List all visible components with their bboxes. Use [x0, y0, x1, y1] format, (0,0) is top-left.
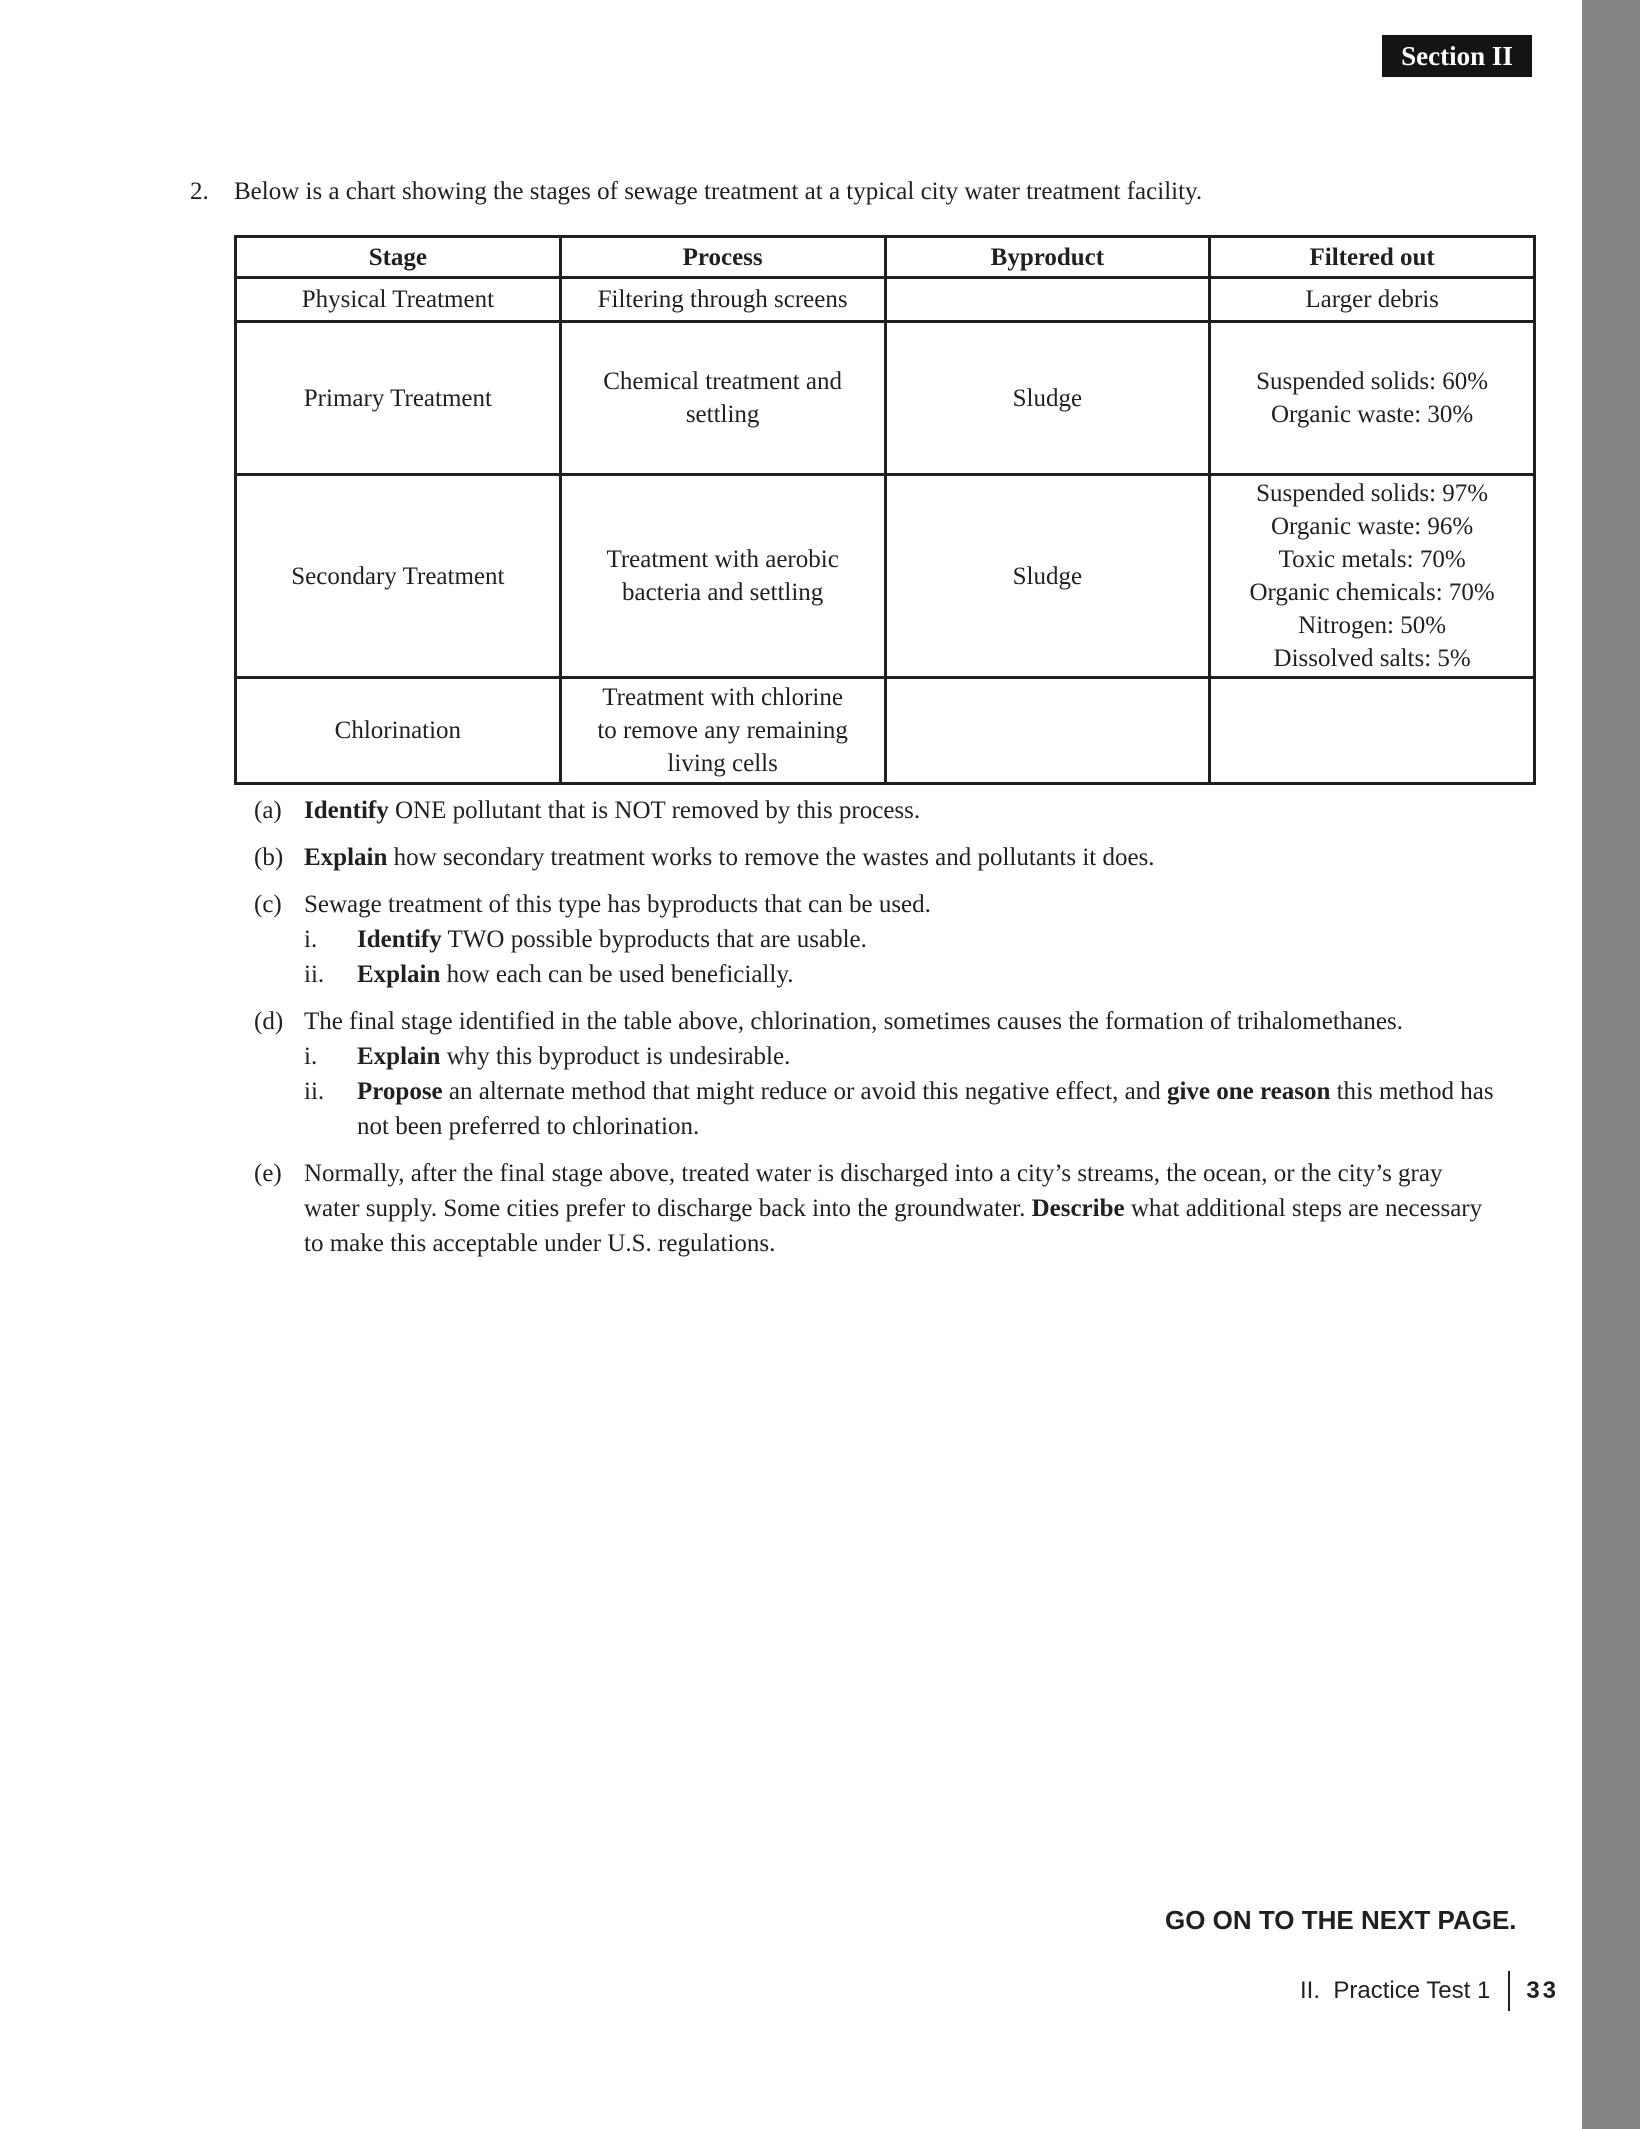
table-row — [236, 322, 1535, 475]
cell-line: Chemical treatment and — [603, 368, 843, 395]
header-byproduct: Byproduct — [885, 237, 1210, 278]
question-text: Below is a chart showing the stages of sewage treatment at a typical city water treatment facility. — [234, 178, 1203, 205]
subpart-label: ii. — [304, 961, 325, 988]
task-phrase: give one reason — [1166, 1078, 1331, 1105]
cell-line: Organic waste: 96% — [1270, 513, 1474, 540]
cell-line: settling — [685, 401, 760, 428]
page-edge-strip — [1582, 0, 1640, 2129]
subpart-d-ii — [304, 1074, 1554, 1144]
part-text: how secondary treatment works to remove the wastes and pollutants it does. — [387, 844, 1155, 871]
go-on-notice: GO ON TO THE NEXT PAGE. — [1165, 1905, 1517, 1935]
sewage-treatment-table — [234, 235, 1536, 785]
cell-byproduct: Sludge — [885, 475, 1210, 678]
cell-process — [560, 278, 885, 322]
part-label: (a) — [254, 797, 282, 824]
cell-stage: Physical Treatment — [236, 278, 561, 322]
subpart-c-i — [304, 922, 1554, 957]
cell-line: Larger debris — [1305, 286, 1439, 313]
cell-line: Organic chemicals: 70% — [1249, 579, 1495, 606]
task-verb: Identify — [304, 797, 389, 824]
table-row — [236, 678, 1535, 784]
part-label: (c) — [254, 891, 282, 918]
cell-byproduct — [885, 278, 1210, 322]
header-stage: Stage — [236, 237, 561, 278]
subpart-label: i. — [304, 1043, 318, 1070]
question-parts — [254, 793, 1554, 1273]
cell-line: Suspended solids: 60% — [1256, 368, 1489, 395]
table-row — [236, 278, 1535, 322]
part-e — [254, 1156, 1554, 1261]
footer-divider — [1508, 1971, 1510, 2011]
part-text: Normally, after the final stage above, treated water is discharged into a city’s streams, the ocean, or the city’s gray water supply. Some cities prefer to discharge back into the groundwater. — [304, 1160, 1443, 1222]
cell-line: living cells — [667, 750, 778, 777]
subpart-text: how each can be used beneficially. — [440, 961, 794, 988]
cell-line: Treatment with chlorine — [602, 684, 843, 711]
section-badge: Section II — [1382, 35, 1532, 77]
task-verb: Identify — [357, 926, 442, 953]
subpart-text: an alternate method that might reduce or avoid this negative effect, and — [442, 1078, 1167, 1105]
cell-process — [560, 678, 885, 784]
subpart-text: why this byproduct is undesirable. — [440, 1043, 791, 1070]
cell-line: Filtering through screens — [597, 286, 848, 313]
cell-line: Organic waste: 30% — [1270, 401, 1474, 428]
page-footer — [1300, 1970, 1559, 2012]
task-verb: Explain — [357, 1043, 441, 1070]
cell-filtered-out — [1210, 475, 1535, 678]
cell-filtered-out — [1210, 322, 1535, 475]
task-verb: Explain — [304, 844, 388, 871]
cell-line: Dissolved salts: 5% — [1273, 645, 1471, 672]
part-b — [254, 840, 1554, 875]
subpart-label: i. — [304, 926, 318, 953]
subpart-c-ii — [304, 957, 1554, 992]
part-c — [254, 887, 1554, 992]
part-label: (d) — [254, 1008, 284, 1035]
cell-line: Suspended solids: 97% — [1256, 480, 1489, 507]
cell-line: Nitrogen: 50% — [1298, 612, 1447, 639]
cell-filtered-out — [1210, 678, 1535, 784]
part-text: The final stage identified in the table above, chlorination, sometimes causes the formation of trihalomethanes. — [304, 1008, 1403, 1035]
part-text: Sewage treatment of this type has byproducts that can be used. — [304, 891, 931, 918]
part-label: (b) — [254, 844, 284, 871]
task-verb: Describe — [1031, 1195, 1125, 1222]
table-header-row — [236, 237, 1535, 278]
subpart-text: this method has not been preferred to chlorination. — [357, 1078, 1494, 1140]
page-number: 33 — [1526, 1977, 1560, 2004]
cell-line: to remove any remaining — [597, 717, 848, 744]
cell-line: Treatment with aerobic — [606, 546, 839, 573]
cell-byproduct: Sludge — [885, 322, 1210, 475]
subpart-label: ii. — [304, 1078, 325, 1105]
part-a — [254, 793, 1554, 828]
header-process: Process — [560, 237, 885, 278]
subpart-d-i — [304, 1039, 1554, 1074]
cell-line: Toxic metals: 70% — [1278, 546, 1466, 573]
table-row — [236, 475, 1535, 678]
part-text: ONE pollutant that is NOT removed by this process. — [388, 797, 921, 824]
question-number: 2. — [190, 178, 209, 205]
cell-stage: Secondary Treatment — [236, 475, 561, 678]
cell-stage: Chlorination — [236, 678, 561, 784]
cell-line: bacteria and settling — [621, 579, 824, 606]
part-label: (e) — [254, 1160, 282, 1187]
cell-process — [560, 322, 885, 475]
subpart-text: TWO possible byproducts that are usable. — [441, 926, 867, 953]
part-d — [254, 1004, 1554, 1144]
task-verb: Explain — [357, 961, 441, 988]
question-intro — [190, 178, 1202, 206]
header-filtered-out: Filtered out — [1210, 237, 1535, 278]
cell-stage: Primary Treatment — [236, 322, 561, 475]
cell-byproduct — [885, 678, 1210, 784]
task-verb: Propose — [357, 1078, 443, 1105]
cell-process — [560, 475, 885, 678]
footer-section-label: II. Practice Test 1 — [1300, 1977, 1491, 2004]
cell-filtered-out — [1210, 278, 1535, 322]
part-text: what additional steps are necessary to make this acceptable under U.S. regulations. — [304, 1195, 1483, 1257]
